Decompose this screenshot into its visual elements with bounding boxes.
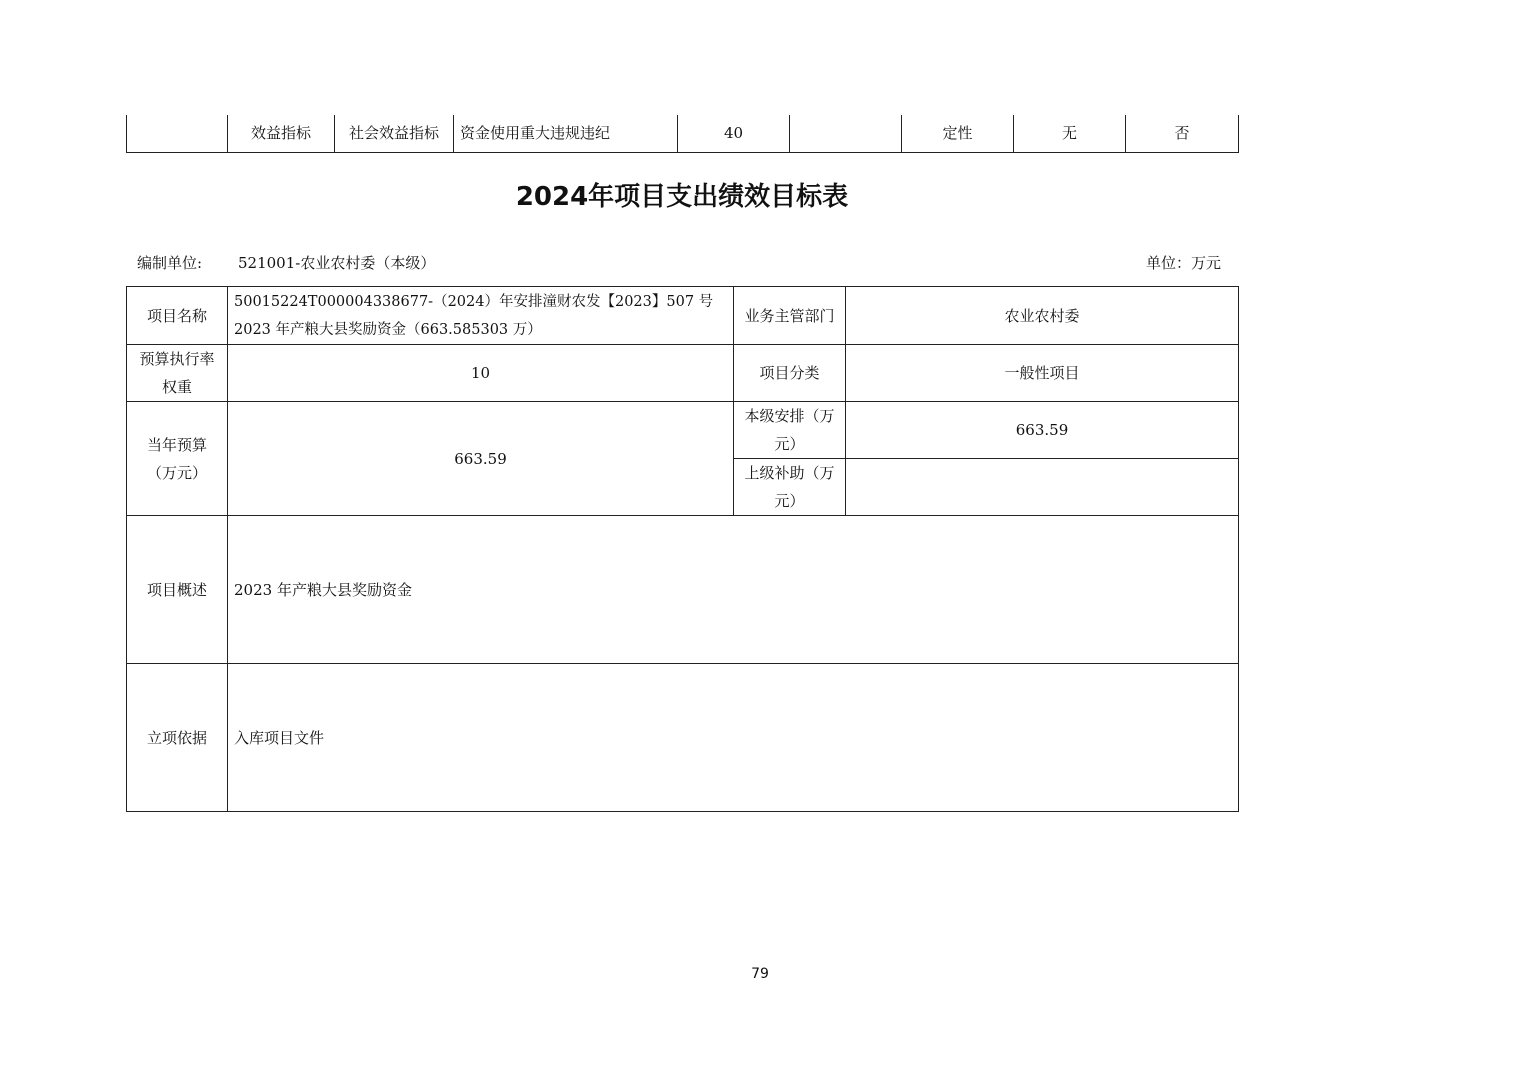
- overview-value: 2023 年产粮大县奖励资金: [228, 516, 1239, 664]
- basis-label: 立项依据: [127, 664, 228, 812]
- page-title: 2024年项目支出绩效目标表: [515, 182, 849, 212]
- local-value: 663.59: [846, 402, 1239, 459]
- dept-value: 农业农村委: [846, 287, 1239, 345]
- page-number: 79: [751, 966, 769, 982]
- table-row: [127, 516, 1239, 664]
- org-value: 521001-农业农村委（本级）: [238, 254, 436, 272]
- org-label: 编制单位:: [137, 254, 203, 272]
- unit-label: 单位：万元: [1146, 254, 1222, 272]
- top-cell-nature: 定性: [902, 115, 1014, 152]
- overview-label: 项目概述: [127, 516, 228, 664]
- local-label: 本级安排（万元）: [734, 402, 846, 459]
- budget-label: 当年预算（万元）: [127, 402, 228, 516]
- superior-value: [846, 459, 1239, 516]
- exec-rate-value: 10: [228, 345, 734, 402]
- performance-target-table: [126, 286, 1239, 812]
- dept-label: 业务主管部门: [734, 287, 846, 345]
- budget-value: 663.59: [228, 402, 734, 516]
- table-row: [127, 287, 1239, 345]
- project-name-label: 项目名称: [127, 287, 228, 345]
- top-cell-indicator-type: 效益指标: [228, 115, 335, 152]
- superior-label: 上级补助（万元）: [734, 459, 846, 516]
- category-label: 项目分类: [734, 345, 846, 402]
- table-row: [127, 402, 1239, 459]
- category-value: 一般性项目: [846, 345, 1239, 402]
- project-name-value: 50015224T000004338677-（2024）年安排潼财农发【2023】507 号 2023 年产粮大县奖励资金（663.585303 万）: [228, 287, 734, 345]
- table-row: [127, 115, 1239, 152]
- top-cell-1: [127, 115, 228, 152]
- top-cell-weight: 40: [678, 115, 790, 152]
- exec-rate-label: 预算执行率权重: [127, 345, 228, 402]
- top-cell-flag: 否: [1126, 115, 1239, 152]
- table-row: [127, 664, 1239, 812]
- top-cell-value: 无: [1014, 115, 1126, 152]
- top-cell-6: [790, 115, 902, 152]
- table-row: [127, 345, 1239, 402]
- basis-value: 入库项目文件: [228, 664, 1239, 812]
- top-cell-indicator-sub: 社会效益指标: [335, 115, 454, 152]
- top-cell-indicator-name: 资金使用重大违规违纪: [454, 115, 678, 152]
- top-indicator-table: [126, 115, 1239, 153]
